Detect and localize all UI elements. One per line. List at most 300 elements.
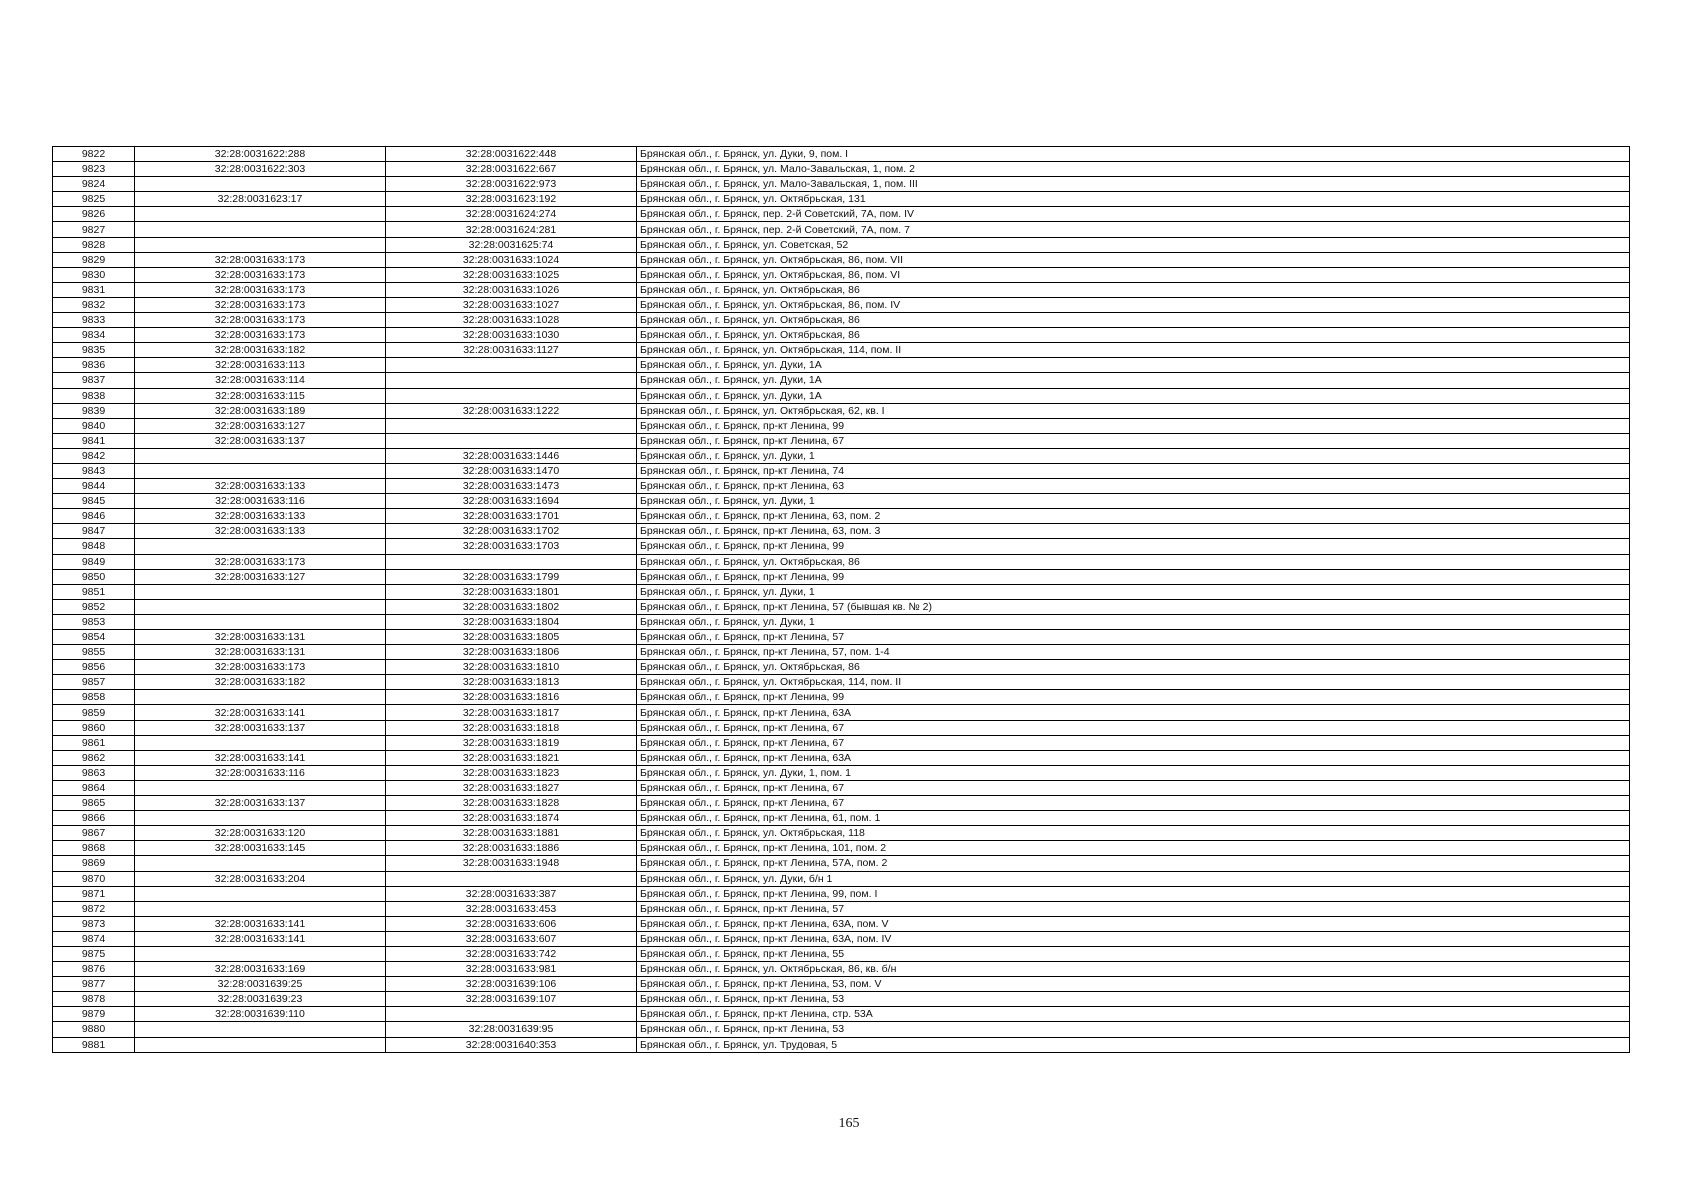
row-number-cell: 9825	[53, 192, 135, 207]
table-row	[53, 222, 1630, 237]
row-number-cell: 9862	[53, 750, 135, 765]
object-cadastral-number-cell: 32:28:0031633:1028	[386, 313, 637, 328]
object-cadastral-number-cell: 32:28:0031633:1821	[386, 750, 637, 765]
cadastral-number-cell: 32:28:0031633:169	[135, 962, 386, 977]
table-row	[53, 871, 1630, 886]
row-number-cell: 9843	[53, 463, 135, 478]
row-number-cell: 9828	[53, 237, 135, 252]
row-number-cell: 9824	[53, 177, 135, 192]
address-cell: Брянская обл., г. Брянск, пр-кт Ленина, 99	[637, 569, 1630, 584]
address-cell: Брянская обл., г. Брянск, ул. Октябрьская, 114, пом. II	[637, 343, 1630, 358]
address-cell: Брянская обл., г. Брянск, ул. Октябрьская, 114, пом. II	[637, 675, 1630, 690]
address-cell: Брянская обл., г. Брянск, пр-кт Ленина, 57, пом. 1-4	[637, 645, 1630, 660]
row-number-cell: 9866	[53, 811, 135, 826]
registry-table-body	[53, 147, 1630, 1053]
object-cadastral-number-cell: 32:28:0031633:387	[386, 886, 637, 901]
cadastral-number-cell	[135, 177, 386, 192]
address-cell: Брянская обл., г. Брянск, ул. Дуки, 1А	[637, 358, 1630, 373]
object-cadastral-number-cell: 32:28:0031633:1030	[386, 328, 637, 343]
row-number-cell: 9858	[53, 690, 135, 705]
table-row	[53, 554, 1630, 569]
address-cell: Брянская обл., г. Брянск, пр-кт Ленина, стр. 53А	[637, 1007, 1630, 1022]
table-row	[53, 343, 1630, 358]
address-cell: Брянская обл., г. Брянск, ул. Дуки, 1	[637, 584, 1630, 599]
object-cadastral-number-cell: 32:28:0031633:1702	[386, 524, 637, 539]
address-cell: Брянская обл., г. Брянск, пр-кт Ленина, 57 (бывшая кв. № 2)	[637, 599, 1630, 614]
table-row	[53, 977, 1630, 992]
address-cell: Брянская обл., г. Брянск, пр-кт Ленина, 57	[637, 901, 1630, 916]
table-row	[53, 177, 1630, 192]
object-cadastral-number-cell: 32:28:0031633:1799	[386, 569, 637, 584]
cadastral-number-cell: 32:28:0031622:303	[135, 162, 386, 177]
table-row	[53, 992, 1630, 1007]
object-cadastral-number-cell	[386, 1007, 637, 1022]
object-cadastral-number-cell: 32:28:0031633:607	[386, 931, 637, 946]
table-row	[53, 931, 1630, 946]
table-row	[53, 645, 1630, 660]
cadastral-number-cell: 32:28:0031633:114	[135, 373, 386, 388]
cadastral-number-cell: 32:28:0031639:25	[135, 977, 386, 992]
table-row	[53, 494, 1630, 509]
object-cadastral-number-cell: 32:28:0031633:1823	[386, 765, 637, 780]
cadastral-number-cell: 32:28:0031633:133	[135, 509, 386, 524]
cadastral-number-cell: 32:28:0031633:137	[135, 433, 386, 448]
table-row	[53, 162, 1630, 177]
row-number-cell: 9879	[53, 1007, 135, 1022]
table-row	[53, 901, 1630, 916]
object-cadastral-number-cell: 32:28:0031633:1813	[386, 675, 637, 690]
object-cadastral-number-cell: 32:28:0031633:1816	[386, 690, 637, 705]
object-cadastral-number-cell: 32:28:0031633:742	[386, 946, 637, 961]
table-row	[53, 690, 1630, 705]
cadastral-number-cell	[135, 780, 386, 795]
cadastral-number-cell	[135, 901, 386, 916]
address-cell: Брянская обл., г. Брянск, пр-кт Ленина, 57	[637, 630, 1630, 645]
address-cell: Брянская обл., г. Брянск, пер. 2-й Советский, 7А, пом. 7	[637, 222, 1630, 237]
table-row	[53, 856, 1630, 871]
cadastral-number-cell: 32:28:0031633:120	[135, 826, 386, 841]
table-row	[53, 569, 1630, 584]
row-number-cell: 9832	[53, 297, 135, 312]
table-row	[53, 237, 1630, 252]
cadastral-number-cell: 32:28:0031633:141	[135, 750, 386, 765]
object-cadastral-number-cell: 32:28:0031633:1701	[386, 509, 637, 524]
table-row	[53, 1007, 1630, 1022]
cadastral-number-cell: 32:28:0031633:127	[135, 569, 386, 584]
cadastral-number-cell: 32:28:0031633:173	[135, 297, 386, 312]
address-cell: Брянская обл., г. Брянск, пр-кт Ленина, 99	[637, 418, 1630, 433]
table-row	[53, 916, 1630, 931]
table-row	[53, 1022, 1630, 1037]
address-cell: Брянская обл., г. Брянск, пр-кт Ленина, 57А, пом. 2	[637, 856, 1630, 871]
row-number-cell: 9833	[53, 313, 135, 328]
object-cadastral-number-cell: 32:28:0031633:1804	[386, 614, 637, 629]
object-cadastral-number-cell: 32:28:0031633:1026	[386, 282, 637, 297]
address-cell: Брянская обл., г. Брянск, ул. Октябрьская, 118	[637, 826, 1630, 841]
table-row	[53, 1037, 1630, 1052]
address-cell: Брянская обл., г. Брянск, пр-кт Ленина, 63А	[637, 750, 1630, 765]
cadastral-number-cell: 32:28:0031633:204	[135, 871, 386, 886]
cadastral-number-cell	[135, 886, 386, 901]
object-cadastral-number-cell: 32:28:0031633:1127	[386, 343, 637, 358]
object-cadastral-number-cell	[386, 358, 637, 373]
object-cadastral-number-cell: 32:28:0031622:667	[386, 162, 637, 177]
cadastral-number-cell: 32:28:0031633:116	[135, 765, 386, 780]
table-row	[53, 282, 1630, 297]
cadastral-number-cell	[135, 856, 386, 871]
address-cell: Брянская обл., г. Брянск, ул. Советская, 52	[637, 237, 1630, 252]
address-cell: Брянская обл., г. Брянск, пр-кт Ленина, 63, пом. 2	[637, 509, 1630, 524]
row-number-cell: 9880	[53, 1022, 135, 1037]
table-row	[53, 463, 1630, 478]
row-number-cell: 9857	[53, 675, 135, 690]
row-number-cell: 9873	[53, 916, 135, 931]
cadastral-number-cell: 32:28:0031633:131	[135, 630, 386, 645]
address-cell: Брянская обл., г. Брянск, ул. Дуки, 1	[637, 494, 1630, 509]
cadastral-number-cell: 32:28:0031633:189	[135, 403, 386, 418]
address-cell: Брянская обл., г. Брянск, пр-кт Ленина, 67	[637, 796, 1630, 811]
row-number-cell: 9875	[53, 946, 135, 961]
address-cell: Брянская обл., г. Брянск, пр-кт Ленина, 67	[637, 720, 1630, 735]
object-cadastral-number-cell: 32:28:0031622:973	[386, 177, 637, 192]
address-cell: Брянская обл., г. Брянск, ул. Октябрьская, 86, пом. VII	[637, 252, 1630, 267]
address-cell: Брянская обл., г. Брянск, пр-кт Ленина, 63	[637, 479, 1630, 494]
row-number-cell: 9856	[53, 660, 135, 675]
address-cell: Брянская обл., г. Брянск, пр-кт Ленина, 63А, пом. IV	[637, 931, 1630, 946]
row-number-cell: 9877	[53, 977, 135, 992]
cadastral-number-cell	[135, 448, 386, 463]
table-row	[53, 479, 1630, 494]
row-number-cell: 9867	[53, 826, 135, 841]
address-cell: Брянская обл., г. Брянск, пр-кт Ленина, 63А	[637, 705, 1630, 720]
address-cell: Брянская обл., г. Брянск, ул. Октябрьская, 86, кв. б/н	[637, 962, 1630, 977]
object-cadastral-number-cell	[386, 433, 637, 448]
row-number-cell: 9870	[53, 871, 135, 886]
row-number-cell: 9851	[53, 584, 135, 599]
table-row	[53, 539, 1630, 554]
address-cell: Брянская обл., г. Брянск, ул. Дуки, 1А	[637, 373, 1630, 388]
cadastral-number-cell: 32:28:0031633:173	[135, 252, 386, 267]
address-cell: Брянская обл., г. Брянск, пр-кт Ленина, 99	[637, 690, 1630, 705]
address-cell: Брянская обл., г. Брянск, ул. Мало-Завальская, 1, пом. 2	[637, 162, 1630, 177]
object-cadastral-number-cell: 32:28:0031633:1222	[386, 403, 637, 418]
row-number-cell: 9846	[53, 509, 135, 524]
table-row	[53, 448, 1630, 463]
cadastral-number-cell: 32:28:0031633:141	[135, 916, 386, 931]
table-row	[53, 796, 1630, 811]
table-row	[53, 735, 1630, 750]
row-number-cell: 9864	[53, 780, 135, 795]
row-number-cell: 9876	[53, 962, 135, 977]
registry-table	[52, 146, 1630, 1053]
cadastral-number-cell: 32:28:0031633:173	[135, 328, 386, 343]
table-row	[53, 826, 1630, 841]
address-cell: Брянская обл., г. Брянск, ул. Трудовая, 5	[637, 1037, 1630, 1052]
cadastral-number-cell	[135, 946, 386, 961]
cadastral-number-cell: 32:28:0031622:288	[135, 147, 386, 162]
cadastral-number-cell: 32:28:0031633:133	[135, 524, 386, 539]
table-row	[53, 660, 1630, 675]
table-row	[53, 267, 1630, 282]
table-row	[53, 373, 1630, 388]
object-cadastral-number-cell: 32:28:0031633:606	[386, 916, 637, 931]
address-cell: Брянская обл., г. Брянск, пр-кт Ленина, 61, пом. 1	[637, 811, 1630, 826]
object-cadastral-number-cell: 32:28:0031633:453	[386, 901, 637, 916]
address-cell: Брянская обл., г. Брянск, пр-кт Ленина, 74	[637, 463, 1630, 478]
row-number-cell: 9874	[53, 931, 135, 946]
row-number-cell: 9837	[53, 373, 135, 388]
object-cadastral-number-cell: 32:28:0031633:1817	[386, 705, 637, 720]
row-number-cell: 9840	[53, 418, 135, 433]
row-number-cell: 9844	[53, 479, 135, 494]
table-row	[53, 614, 1630, 629]
object-cadastral-number-cell: 32:28:0031633:1446	[386, 448, 637, 463]
object-cadastral-number-cell: 32:28:0031624:281	[386, 222, 637, 237]
table-row	[53, 705, 1630, 720]
object-cadastral-number-cell: 32:28:0031633:1801	[386, 584, 637, 599]
address-cell: Брянская обл., г. Брянск, ул. Октябрьская, 131	[637, 192, 1630, 207]
object-cadastral-number-cell: 32:28:0031625:74	[386, 237, 637, 252]
row-number-cell: 9865	[53, 796, 135, 811]
row-number-cell: 9847	[53, 524, 135, 539]
table-row	[53, 207, 1630, 222]
object-cadastral-number-cell: 32:28:0031633:981	[386, 962, 637, 977]
table-row	[53, 418, 1630, 433]
row-number-cell: 9827	[53, 222, 135, 237]
cadastral-number-cell	[135, 222, 386, 237]
address-cell: Брянская обл., г. Брянск, ул. Дуки, 1, пом. 1	[637, 765, 1630, 780]
table-row	[53, 509, 1630, 524]
address-cell: Брянская обл., г. Брянск, ул. Дуки, 1А	[637, 388, 1630, 403]
cadastral-number-cell	[135, 584, 386, 599]
object-cadastral-number-cell: 32:28:0031633:1025	[386, 267, 637, 282]
table-row	[53, 584, 1630, 599]
address-cell: Брянская обл., г. Брянск, ул. Октябрьская, 86, пом. VI	[637, 267, 1630, 282]
object-cadastral-number-cell: 32:28:0031633:1881	[386, 826, 637, 841]
row-number-cell: 9838	[53, 388, 135, 403]
row-number-cell: 9855	[53, 645, 135, 660]
table-row	[53, 675, 1630, 690]
row-number-cell: 9836	[53, 358, 135, 373]
object-cadastral-number-cell: 32:28:0031624:274	[386, 207, 637, 222]
cadastral-number-cell	[135, 599, 386, 614]
address-cell: Брянская обл., г. Брянск, пр-кт Ленина, 67	[637, 735, 1630, 750]
row-number-cell: 9881	[53, 1037, 135, 1052]
row-number-cell: 9868	[53, 841, 135, 856]
table-row	[53, 841, 1630, 856]
address-cell: Брянская обл., г. Брянск, ул. Октябрьская, 86	[637, 328, 1630, 343]
address-cell: Брянская обл., г. Брянск, ул. Октябрьская, 86	[637, 554, 1630, 569]
row-number-cell: 9854	[53, 630, 135, 645]
cadastral-number-cell	[135, 735, 386, 750]
cadastral-number-cell	[135, 1022, 386, 1037]
cadastral-number-cell: 32:28:0031633:173	[135, 282, 386, 297]
table-row	[53, 962, 1630, 977]
address-cell: Брянская обл., г. Брянск, пр-кт Ленина, 55	[637, 946, 1630, 961]
cadastral-number-cell: 32:28:0031633:137	[135, 720, 386, 735]
cadastral-number-cell	[135, 690, 386, 705]
cadastral-number-cell	[135, 1037, 386, 1052]
address-cell: Брянская обл., г. Брянск, пр-кт Ленина, 99, пом. I	[637, 886, 1630, 901]
object-cadastral-number-cell: 32:28:0031633:1828	[386, 796, 637, 811]
table-row	[53, 946, 1630, 961]
row-number-cell: 9861	[53, 735, 135, 750]
table-row	[53, 780, 1630, 795]
table-row	[53, 388, 1630, 403]
row-number-cell: 9849	[53, 554, 135, 569]
address-cell: Брянская обл., г. Брянск, пр-кт Ленина, 63А, пом. V	[637, 916, 1630, 931]
address-cell: Брянская обл., г. Брянск, ул. Дуки, б/н 1	[637, 871, 1630, 886]
address-cell: Брянская обл., г. Брянск, ул. Дуки, 9, пом. I	[637, 147, 1630, 162]
cadastral-number-cell: 32:28:0031633:131	[135, 645, 386, 660]
table-row	[53, 599, 1630, 614]
cadastral-number-cell	[135, 207, 386, 222]
cadastral-number-cell: 32:28:0031633:115	[135, 388, 386, 403]
object-cadastral-number-cell: 32:28:0031633:1810	[386, 660, 637, 675]
table-row	[53, 630, 1630, 645]
object-cadastral-number-cell: 32:28:0031633:1886	[386, 841, 637, 856]
address-cell: Брянская обл., г. Брянск, пер. 2-й Советский, 7А, пом. IV	[637, 207, 1630, 222]
table-row	[53, 252, 1630, 267]
cadastral-number-cell: 32:28:0031633:116	[135, 494, 386, 509]
cadastral-number-cell: 32:28:0031633:133	[135, 479, 386, 494]
row-number-cell: 9871	[53, 886, 135, 901]
address-cell: Брянская обл., г. Брянск, пр-кт Ленина, 53, пом. V	[637, 977, 1630, 992]
row-number-cell: 9860	[53, 720, 135, 735]
address-cell: Брянская обл., г. Брянск, пр-кт Ленина, 101, пом. 2	[637, 841, 1630, 856]
table-row	[53, 192, 1630, 207]
object-cadastral-number-cell: 32:28:0031633:1806	[386, 645, 637, 660]
table-row	[53, 358, 1630, 373]
address-cell: Брянская обл., г. Брянск, ул. Дуки, 1	[637, 448, 1630, 463]
row-number-cell: 9878	[53, 992, 135, 1007]
cadastral-number-cell	[135, 614, 386, 629]
cadastral-number-cell: 32:28:0031633:145	[135, 841, 386, 856]
object-cadastral-number-cell: 32:28:0031633:1473	[386, 479, 637, 494]
table-row	[53, 403, 1630, 418]
page-number: 165	[838, 1116, 860, 1131]
row-number-cell: 9848	[53, 539, 135, 554]
object-cadastral-number-cell: 32:28:0031633:1024	[386, 252, 637, 267]
row-number-cell: 9841	[53, 433, 135, 448]
object-cadastral-number-cell	[386, 554, 637, 569]
table-row	[53, 750, 1630, 765]
address-cell: Брянская обл., г. Брянск, пр-кт Ленина, 53	[637, 1022, 1630, 1037]
object-cadastral-number-cell: 32:28:0031633:1694	[386, 494, 637, 509]
object-cadastral-number-cell: 32:28:0031633:1818	[386, 720, 637, 735]
row-number-cell: 9834	[53, 328, 135, 343]
table-row	[53, 720, 1630, 735]
row-number-cell: 9863	[53, 765, 135, 780]
object-cadastral-number-cell	[386, 373, 637, 388]
cadastral-number-cell	[135, 463, 386, 478]
row-number-cell: 9850	[53, 569, 135, 584]
object-cadastral-number-cell: 32:28:0031633:1827	[386, 780, 637, 795]
address-cell: Брянская обл., г. Брянск, ул. Октябрьская, 62, кв. I	[637, 403, 1630, 418]
address-cell: Брянская обл., г. Брянск, пр-кт Ленина, 53	[637, 992, 1630, 1007]
address-cell: Брянская обл., г. Брянск, пр-кт Ленина, 67	[637, 780, 1630, 795]
table-row	[53, 765, 1630, 780]
object-cadastral-number-cell	[386, 418, 637, 433]
row-number-cell: 9842	[53, 448, 135, 463]
cadastral-number-cell: 32:28:0031633:141	[135, 931, 386, 946]
table-row	[53, 328, 1630, 343]
table-row	[53, 147, 1630, 162]
object-cadastral-number-cell: 32:28:0031623:192	[386, 192, 637, 207]
row-number-cell: 9859	[53, 705, 135, 720]
address-cell: Брянская обл., г. Брянск, ул. Октябрьская, 86	[637, 282, 1630, 297]
row-number-cell: 9839	[53, 403, 135, 418]
cadastral-number-cell: 32:28:0031633:182	[135, 675, 386, 690]
address-cell: Брянская обл., г. Брянск, ул. Октябрьская, 86	[637, 660, 1630, 675]
address-cell: Брянская обл., г. Брянск, ул. Мало-Завальская, 1, пом. III	[637, 177, 1630, 192]
object-cadastral-number-cell	[386, 871, 637, 886]
row-number-cell: 9823	[53, 162, 135, 177]
object-cadastral-number-cell: 32:28:0031633:1874	[386, 811, 637, 826]
cadastral-number-cell: 32:28:0031639:110	[135, 1007, 386, 1022]
cadastral-number-cell	[135, 539, 386, 554]
object-cadastral-number-cell: 32:28:0031639:95	[386, 1022, 637, 1037]
address-cell: Брянская обл., г. Брянск, пр-кт Ленина, 63, пом. 3	[637, 524, 1630, 539]
row-number-cell: 9829	[53, 252, 135, 267]
table-row	[53, 811, 1630, 826]
cadastral-number-cell: 32:28:0031633:137	[135, 796, 386, 811]
address-cell: Брянская обл., г. Брянск, пр-кт Ленина, 99	[637, 539, 1630, 554]
row-number-cell: 9853	[53, 614, 135, 629]
address-cell: Брянская обл., г. Брянск, пр-кт Ленина, 67	[637, 433, 1630, 448]
object-cadastral-number-cell: 32:28:0031639:106	[386, 977, 637, 992]
object-cadastral-number-cell: 32:28:0031633:1802	[386, 599, 637, 614]
address-cell: Брянская обл., г. Брянск, ул. Октябрьская, 86, пом. IV	[637, 297, 1630, 312]
cadastral-number-cell: 32:28:0031633:141	[135, 705, 386, 720]
cadastral-number-cell	[135, 811, 386, 826]
row-number-cell: 9831	[53, 282, 135, 297]
object-cadastral-number-cell: 32:28:0031633:1703	[386, 539, 637, 554]
row-number-cell: 9852	[53, 599, 135, 614]
row-number-cell: 9822	[53, 147, 135, 162]
object-cadastral-number-cell: 32:28:0031633:1819	[386, 735, 637, 750]
object-cadastral-number-cell: 32:28:0031640:353	[386, 1037, 637, 1052]
object-cadastral-number-cell: 32:28:0031639:107	[386, 992, 637, 1007]
cadastral-number-cell: 32:28:0031633:113	[135, 358, 386, 373]
cadastral-number-cell	[135, 237, 386, 252]
cadastral-number-cell: 32:28:0031633:173	[135, 267, 386, 282]
table-row	[53, 886, 1630, 901]
row-number-cell: 9826	[53, 207, 135, 222]
object-cadastral-number-cell: 32:28:0031633:1948	[386, 856, 637, 871]
cadastral-number-cell: 32:28:0031639:23	[135, 992, 386, 1007]
cadastral-number-cell: 32:28:0031633:127	[135, 418, 386, 433]
cadastral-number-cell: 32:28:0031633:182	[135, 343, 386, 358]
row-number-cell: 9830	[53, 267, 135, 282]
address-cell: Брянская обл., г. Брянск, ул. Октябрьская, 86	[637, 313, 1630, 328]
table-row	[53, 297, 1630, 312]
table-row	[53, 433, 1630, 448]
cadastral-number-cell: 32:28:0031633:173	[135, 554, 386, 569]
row-number-cell: 9869	[53, 856, 135, 871]
row-number-cell: 9835	[53, 343, 135, 358]
cadastral-number-cell: 32:28:0031633:173	[135, 313, 386, 328]
object-cadastral-number-cell	[386, 388, 637, 403]
table-row	[53, 524, 1630, 539]
table-row	[53, 313, 1630, 328]
cadastral-number-cell: 32:28:0031623:17	[135, 192, 386, 207]
object-cadastral-number-cell: 32:28:0031622:448	[386, 147, 637, 162]
address-cell: Брянская обл., г. Брянск, ул. Дуки, 1	[637, 614, 1630, 629]
object-cadastral-number-cell: 32:28:0031633:1470	[386, 463, 637, 478]
row-number-cell: 9845	[53, 494, 135, 509]
object-cadastral-number-cell: 32:28:0031633:1805	[386, 630, 637, 645]
